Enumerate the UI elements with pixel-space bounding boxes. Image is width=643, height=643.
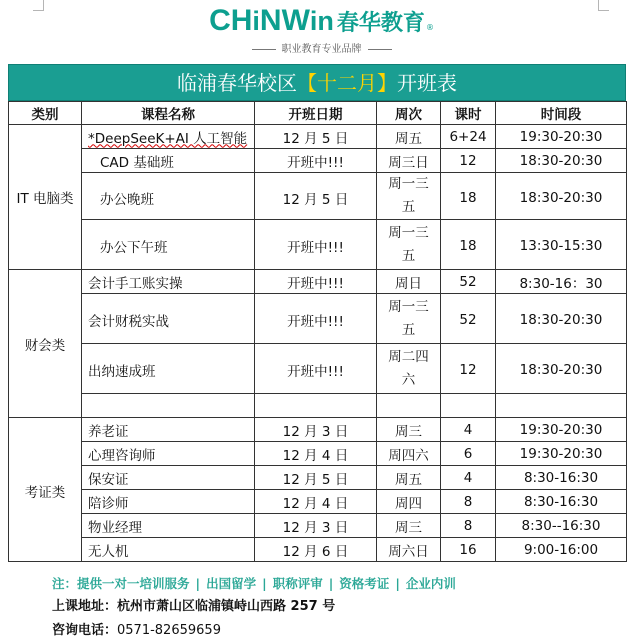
class-hours: 18 (441, 220, 496, 270)
schedule-sheet (8, 64, 626, 562)
course-name: *DeepSeeK+AI 人工智能 (82, 125, 255, 149)
class-hours: 52 (441, 294, 496, 344)
start-date: 开班中!!! (255, 294, 377, 344)
start-date: 12 月 5 日 (255, 173, 377, 220)
week-days: 周五 (377, 125, 441, 149)
time-slot: 8:30-16：30 (496, 270, 627, 294)
start-date: 12 月 4 日 (255, 442, 377, 466)
services-line: 注：提供一对一培训服务 | 出国留学 | 职称评审 | 资格考证 | 企业内训 (52, 576, 456, 591)
start-date: 12 月 4 日 (255, 490, 377, 514)
week-days: 周四 (377, 490, 441, 514)
time-slot: 13:30-15:30 (496, 220, 627, 270)
address-line: 上课地址：杭州市萧山区临浦镇峙山西路 257 号 (52, 599, 336, 614)
start-date: 开班中!!! (255, 344, 377, 394)
course-name: 无人机 (82, 538, 255, 562)
start-date: 12 月 3 日 (255, 418, 377, 442)
start-date: 开班中!!! (255, 270, 377, 294)
course-name: 会计财税实战 (82, 294, 255, 344)
class-hours: 8 (441, 490, 496, 514)
time-slot: 18:30-20:30 (496, 344, 627, 394)
week-days: 周六日 (377, 538, 441, 562)
class-hours: 6+24 (441, 125, 496, 149)
category-it: IT 电脑类 (9, 125, 82, 270)
col-header-course: 课程名称 (82, 102, 255, 125)
time-slot: 18:30-20:30 (496, 149, 627, 173)
week-days: 周二四 六 (377, 344, 441, 394)
class-hours: 18 (441, 173, 496, 220)
table-row (9, 490, 627, 514)
time-slot: 19:30-20:30 (496, 125, 627, 149)
table-row (9, 514, 627, 538)
course-name: 出纳速成班 (82, 344, 255, 394)
start-date: 开班中!!! (255, 149, 377, 173)
table-row (9, 538, 627, 562)
course-name: 养老证 (82, 418, 255, 442)
start-date: 12 月 5 日 (255, 466, 377, 490)
sheet-title: 临浦春华校区【十二月】开班表 (8, 64, 626, 101)
footer (52, 573, 632, 643)
start-date: 开班中!!! (255, 220, 377, 270)
class-hours: 16 (441, 538, 496, 562)
col-header-time: 时间段 (496, 102, 627, 125)
col-header-hours: 课时 (441, 102, 496, 125)
table-row (9, 149, 627, 173)
time-slot: 18:30-20:30 (496, 294, 627, 344)
week-days: 周三 (377, 514, 441, 538)
time-slot: 9:00-16:00 (496, 538, 627, 562)
class-hours: 52 (441, 270, 496, 294)
logo-latin: CHiNWin (209, 4, 334, 37)
week-days: 周一三 五 (377, 294, 441, 344)
phone-line: 咨询电话：0571-82659659 (52, 623, 221, 638)
col-header-week: 周次 (377, 102, 441, 125)
class-hours: 4 (441, 466, 496, 490)
empty-row (9, 394, 627, 418)
time-slot: 8:30-16:30 (496, 466, 627, 490)
start-date: 12 月 6 日 (255, 538, 377, 562)
table-row (9, 270, 627, 294)
time-slot: 18:30-20:30 (496, 173, 627, 220)
course-name: 物业经理 (82, 514, 255, 538)
week-days: 周日 (377, 270, 441, 294)
week-days: 周三 (377, 418, 441, 442)
class-hours: 12 (441, 344, 496, 394)
time-slot: 8:30--16:30 (496, 514, 627, 538)
class-hours: 4 (441, 418, 496, 442)
class-hours: 8 (441, 514, 496, 538)
start-date: 12 月 5 日 (255, 125, 377, 149)
col-header-date: 开班日期 (255, 102, 377, 125)
header-row (9, 102, 627, 125)
brand-slogan: 职业教育专业品牌 (0, 40, 643, 55)
table-row (9, 418, 627, 442)
table-row (9, 466, 627, 490)
week-days: 周一三 五 (377, 173, 441, 220)
col-header-category: 类别 (9, 102, 82, 125)
registered-mark: ® (425, 23, 434, 32)
week-days: 周一三 五 (377, 220, 441, 270)
logo-chinese: 春华教育 (336, 11, 425, 36)
start-date: 12 月 3 日 (255, 514, 377, 538)
brand-logo (0, 4, 643, 38)
course-name: 办公晚班 (82, 173, 255, 220)
course-name: 办公下午班 (82, 220, 255, 270)
course-name: 会计手工账实操 (82, 270, 255, 294)
class-hours: 6 (441, 442, 496, 466)
week-days: 周五 (377, 466, 441, 490)
schedule-table (8, 101, 627, 562)
category-cert: 考证类 (9, 418, 82, 562)
class-hours: 12 (441, 149, 496, 173)
category-finance: 财会类 (9, 270, 82, 418)
time-slot: 19:30-20:30 (496, 442, 627, 466)
week-days: 周四六 (377, 442, 441, 466)
table-row (9, 442, 627, 466)
course-name: 心理咨询师 (82, 442, 255, 466)
course-name: 保安证 (82, 466, 255, 490)
time-slot: 19:30-20:30 (496, 418, 627, 442)
table-row (9, 125, 627, 149)
week-days: 周三日 (377, 149, 441, 173)
time-slot: 8:30-16:30 (496, 490, 627, 514)
course-name: CAD 基础班 (82, 149, 255, 173)
course-name: 陪诊师 (82, 490, 255, 514)
